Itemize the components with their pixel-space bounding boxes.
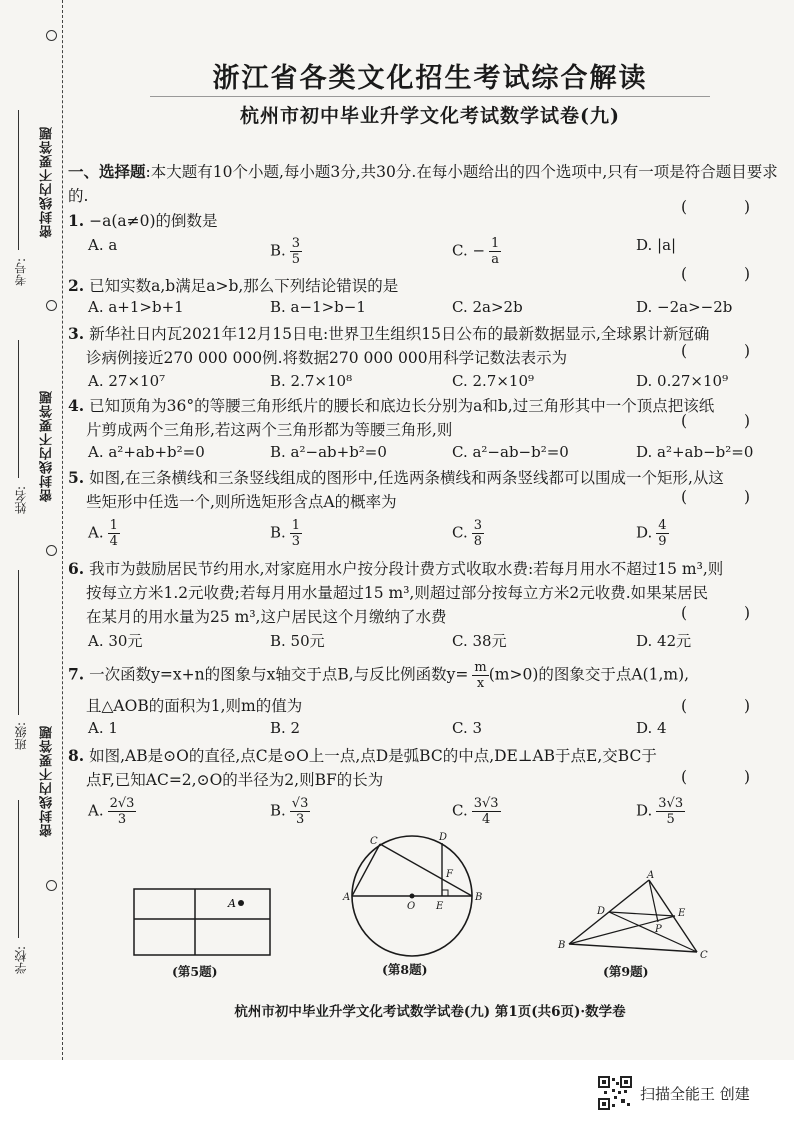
svg-text:B: B: [558, 940, 566, 951]
option-c[interactable]: C. − $\frac{1}{a}$: [452, 236, 500, 267]
svg-text:F: F: [446, 869, 453, 880]
svg-text:C: C: [700, 950, 708, 960]
option-d[interactable]: D. $\frac{4}{9}$: [636, 518, 667, 549]
binding-hole: [46, 300, 57, 311]
option-d[interactable]: D. 0.27×10⁹: [636, 372, 729, 390]
binding-hole: [46, 30, 57, 41]
point-a-label: A: [228, 897, 236, 910]
option-c[interactable]: C. 2a>2b: [452, 298, 523, 316]
answer-blank[interactable]: ( ): [680, 697, 776, 715]
section-instructions: [68, 160, 780, 208]
option-b[interactable]: B. $\frac{3}{5}$: [270, 236, 301, 267]
svg-text:C: C: [370, 836, 378, 847]
seal-notice: 密封线内不要答题: [40, 390, 55, 502]
answer-blank[interactable]: ( ): [680, 198, 776, 216]
answer-blank[interactable]: ( ): [680, 265, 776, 283]
figure-8-circle: [340, 830, 490, 962]
class-line: [18, 570, 19, 715]
svg-text:P: P: [655, 924, 662, 935]
option-d[interactable]: D. |a|: [636, 236, 677, 254]
option-d[interactable]: D. $\frac{3√3}{5}$: [636, 796, 684, 827]
option-a[interactable]: A. 27×10⁷: [88, 372, 166, 390]
option-a[interactable]: A. a: [88, 236, 118, 254]
svg-text:B: B: [475, 892, 483, 903]
svg-text:A: A: [343, 892, 351, 903]
answer-blank[interactable]: ( ): [680, 412, 776, 430]
name-line: [18, 340, 19, 478]
question-4: 4. 已知顶角为36°的等腰三角形纸片的腰长和底边长分别为a和b,过三角形其中一个顶点把该纸 片剪成两个三角形,若这两个三角形都为等腰三角形,则: [68, 396, 715, 439]
answer-blank[interactable]: ( ): [680, 488, 776, 506]
page-footer: 杭州市初中毕业升学文化考试数学试卷(九) 第1页(共6页)·数学卷: [234, 1004, 626, 1020]
option-a[interactable]: A. $\frac{1}{4}$: [88, 518, 118, 549]
option-a[interactable]: A. 1: [88, 719, 118, 737]
svg-text:E: E: [436, 901, 444, 912]
school-label: 学校:: [14, 946, 28, 975]
section-heading: 一、选择题: [68, 162, 146, 181]
school-line: [18, 800, 19, 938]
qr-code-icon: [598, 1076, 632, 1110]
option-b[interactable]: B. $\frac{√3}{3}$: [270, 796, 309, 827]
question-3: 3. 新华社日内瓦2021年12月15日电:世界卫生组织15日公布的最新数据显示,全球累计新冠确 诊病例接近270 000 000例.将数据270 000 000用科学记数法表示为: [68, 324, 710, 367]
question-7: 7. 一次函数y=x+n的图象与x轴交于点B,与反比例函数y= $\frac{m}{x}$ (m>0)的图象交于点A(1,m), 且△AOB的面积为1,则m的值为: [68, 660, 690, 715]
option-c[interactable]: C. $\frac{3√3}{4}$: [452, 796, 499, 827]
svg-text:D: D: [597, 906, 606, 917]
answer-blank[interactable]: ( ): [680, 604, 776, 622]
option-c[interactable]: C. 38元: [452, 632, 507, 650]
svg-text:O: O: [407, 901, 416, 912]
option-b[interactable]: B. 50元: [270, 632, 325, 650]
option-c[interactable]: C. $\frac{3}{8}$: [452, 518, 482, 549]
svg-text:A: A: [647, 870, 655, 881]
figure-9-triangle: [555, 870, 715, 960]
question-5: 5. 如图,在三条横线和三条竖线组成的图形中,任选两条横线和两条竖线都可以围成一个矩形,从这 些矩形中任选一个,则所选矩形含点A的概率为: [68, 468, 724, 511]
question-2: 2. 已知实数a,b满足a>b,那么下列结论错误的是: [68, 276, 399, 295]
option-a[interactable]: A. 30元: [88, 632, 143, 650]
option-b[interactable]: B. 2: [270, 719, 301, 737]
question-8: 8. 如图,AB是⊙O的直径,点C是⊙O上一点,点D是弧BC的中点,DE⊥AB于点E,交BC于 点F,已知AC=2,⊙O的半径为2,则BF的长为: [68, 746, 657, 789]
option-d[interactable]: D. −2a>−2b: [636, 298, 733, 316]
option-a[interactable]: A. $\frac{2√3}{3}$: [88, 796, 135, 827]
option-a[interactable]: A. a²+ab+b²=0: [88, 443, 205, 461]
name-label: 姓名:: [14, 486, 28, 515]
figure-9-caption: (第9题): [603, 964, 649, 979]
option-c[interactable]: C. a²−ab−b²=0: [452, 443, 569, 461]
answer-blank[interactable]: ( ): [680, 342, 776, 360]
svg-text:D: D: [439, 832, 448, 843]
option-c[interactable]: C. 2.7×10⁹: [452, 372, 535, 390]
binding-hole: [46, 545, 57, 556]
page-title: 浙江省各类文化招生考试综合解读: [212, 63, 648, 94]
options-5: [88, 518, 788, 558]
question-6: 6. 我市为鼓励居民节约用水,对家庭用水户按分段计费方式收取水费:若每月用水不超过15 m³,则 按每立方米1.2元收费;若每月用水量超过15 m³,则超过部分按每立方米2元收费.如果某居民 在某月的用水量为25 m³,这户居民这个月缴纳了水费: [68, 559, 724, 626]
option-d[interactable]: D. a²+ab−b²=0: [636, 443, 754, 461]
option-b[interactable]: B. $\frac{1}{3}$: [270, 518, 301, 549]
title-divider: [150, 96, 710, 97]
page-subtitle: 杭州市初中毕业升学文化考试数学试卷(九): [240, 105, 620, 127]
answer-blank[interactable]: ( ): [680, 768, 776, 786]
option-d[interactable]: D. 4: [636, 719, 667, 737]
binding-hole: [46, 880, 57, 891]
figure-5-grid: [130, 885, 275, 961]
class-label: 班级:: [14, 722, 28, 751]
binding-margin: [0, 0, 63, 1060]
option-b[interactable]: B. a−1>b−1: [270, 298, 366, 316]
scanner-watermark: 扫描全能王 创建: [640, 1085, 750, 1103]
option-c[interactable]: C. 3: [452, 719, 483, 737]
option-d[interactable]: D. 42元: [636, 632, 692, 650]
option-b[interactable]: B. 2.7×10⁸: [270, 372, 353, 390]
exam-number-line: [18, 110, 19, 250]
figure-8-caption: (第8题): [382, 962, 428, 977]
seal-notice: 密封线内不要答题: [40, 725, 55, 837]
question-1: 1. −a(a≠0)的倒数是: [68, 211, 218, 230]
section-text: :本大题有10个小题,每小题3分,共30分.在每小题给出的四个选项中,只有一项是符合题目要求的.: [68, 163, 778, 205]
svg-text:E: E: [678, 908, 686, 919]
option-a[interactable]: A. a+1>b+1: [88, 298, 184, 316]
exam-number-label: 考号:: [14, 258, 28, 287]
option-b[interactable]: B. a²−ab+b²=0: [270, 443, 387, 461]
seal-notice: 密封线内不要答题: [40, 126, 55, 238]
figure-5-caption: (第5题): [172, 964, 218, 979]
